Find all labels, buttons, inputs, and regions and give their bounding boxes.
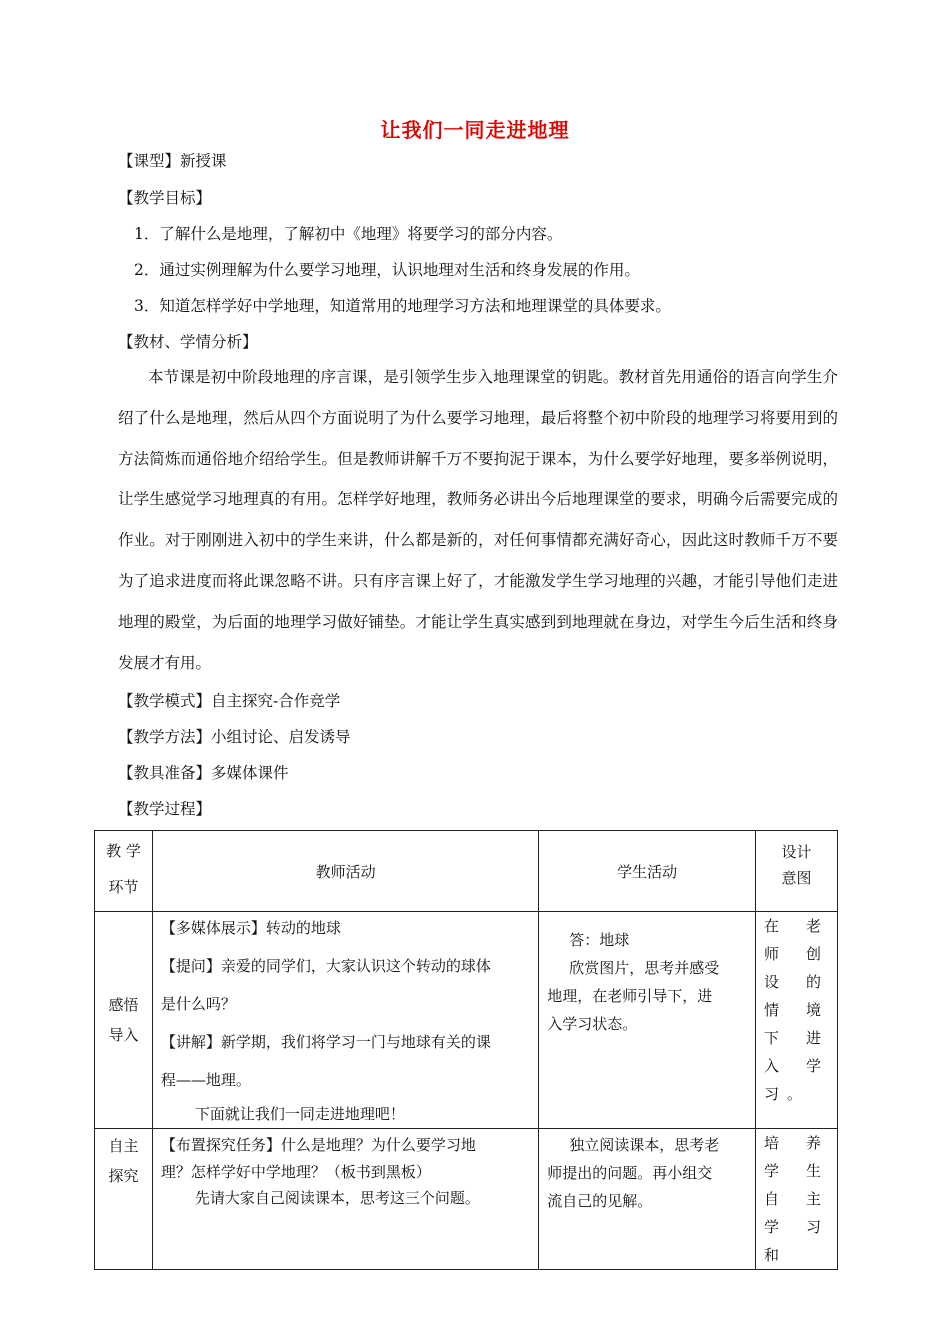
teaching-method: 【教学方法】小组讨论、启发诱导 (118, 728, 351, 746)
stage-line: 导入 (108, 1026, 139, 1044)
student-activity-cell (539, 912, 756, 1129)
stage-cell (95, 912, 153, 1129)
header-design-line2: 意图 (781, 869, 812, 887)
teacher-line: 理？怎样学好中学地理？（板书到黑板） (160, 1163, 431, 1181)
header-student: 学生活动 (539, 831, 756, 912)
teacher-activity-cell (152, 1129, 538, 1270)
teacher-line: 是什么吗？ (160, 995, 236, 1013)
teacher-line: 程——地理。 (160, 1071, 251, 1089)
table-row (95, 1129, 838, 1270)
student-line: 独立阅读课本，思考老 (569, 1136, 720, 1154)
student-activity-cell (539, 1129, 756, 1270)
stage-line: 感悟 (108, 996, 139, 1014)
lesson-type: 【课型】新授课 (118, 152, 227, 170)
analysis-paragraph: 本节课是初中阶段地理的序言课，是引领学生步入地理课堂的钥匙。教材首先用通俗的语言向学生介绍了什么是地理，然后从四个方面说明了为什么要学习地理，最后将整个初中阶段的地理学习将要用到的方法简炼而通俗地介绍给学生。但是教师讲解千万不要拘泥于课本，为什么要学好地理，要多举例说明，让学生感觉学习地理真的有用。怎样学好地理，教师务必讲出今后地理课堂的要求，明确今后需要完成的作业。对于刚刚进入初中的学生来讲，什么都是新的，对任何事情都充满好奇心，因此这时教师千万不要为了追求进度而将此课忽略不讲。只有序言课上好了，才能激发学生学习地理的兴趣，才能引导他们走进地理的殿堂，为后面的地理学习做好铺垫。才能让学生真实感到到地理就在身边，对学生今后生活和终身发展才有用。 (118, 368, 838, 672)
header-design-line1: 设计 (781, 843, 812, 861)
design-text: 在老师创设的情境下进入学习。 (764, 917, 829, 1103)
stage-line: 探究 (108, 1167, 139, 1185)
table-header-row (95, 831, 838, 912)
teacher-activity-cell (152, 912, 538, 1129)
student-line: 答：地球 (569, 931, 630, 949)
header-stage-line2: 环节 (108, 878, 139, 896)
teacher-line: 【提问】亲爱的同学们，大家认识这个转动的球体 (160, 957, 491, 975)
teaching-mode: 【教学模式】自主探究-合作竞学 (118, 692, 341, 710)
design-text: 培养学生自主学习和 (764, 1134, 829, 1264)
header-teacher: 教师活动 (152, 831, 538, 912)
stage-line: 自主 (108, 1137, 139, 1155)
process-heading: 【教学过程】 (118, 800, 212, 818)
analysis-heading: 【教材、学情分析】 (118, 333, 258, 351)
stage-cell (95, 1129, 153, 1270)
table-row (95, 912, 838, 1129)
objectives-heading: 【教学目标】 (118, 189, 212, 207)
objective-item: 1．了解什么是地理，了解初中《地理》将要学习的部分内容。 (134, 225, 563, 243)
design-intent-cell (756, 912, 838, 1129)
student-line: 师提出的问题。再小组交 (547, 1164, 713, 1182)
design-intent-cell (756, 1129, 838, 1270)
objective-item: 3．知道怎样学好中学地理，知道常用的地理学习方法和地理课堂的具体要求。 (134, 297, 671, 315)
teacher-line: 先请大家自己阅读课本，思考这三个问题。 (194, 1189, 480, 1207)
student-line: 入学习状态。 (547, 1015, 638, 1033)
header-stage-line1: 教 学 (106, 842, 141, 860)
objective-item: 2．通过实例理解为什么要学习地理，认识地理对生活和终身发展的作用。 (134, 261, 640, 279)
header-stage (95, 831, 153, 912)
teacher-line: 下面就让我们一同走进地理吧！ (194, 1105, 405, 1123)
document-title: 让我们一同走进地理 (380, 118, 570, 142)
student-line: 流自己的见解。 (547, 1192, 653, 1210)
header-design (756, 831, 838, 912)
teacher-line: 【多媒体展示】转动的地球 (160, 919, 341, 937)
student-line: 地理，在老师引导下，进 (547, 987, 713, 1005)
teacher-line: 【讲解】新学期，我们将学习一门与地球有关的课 (160, 1033, 491, 1051)
process-table (94, 830, 838, 1270)
teaching-tools: 【教具准备】多媒体课件 (118, 764, 289, 782)
student-line: 欣赏图片，思考并感受 (569, 959, 720, 977)
teacher-line: 【布置探究任务】什么是地理？为什么要学习地 (160, 1136, 476, 1154)
